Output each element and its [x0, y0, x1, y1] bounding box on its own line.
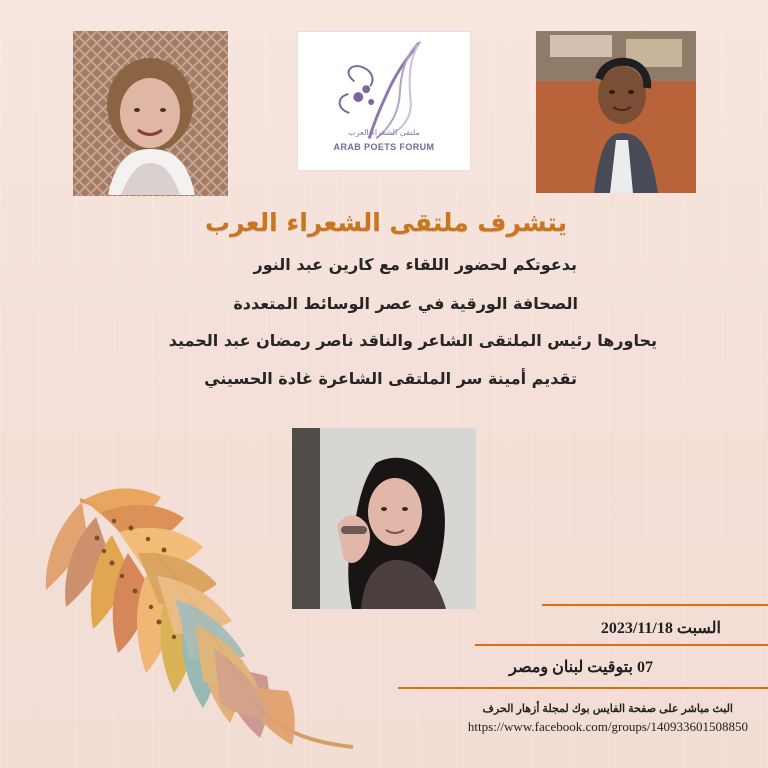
headline: يتشرف ملتقى الشعراء العرب	[204, 208, 568, 237]
divider-top	[542, 604, 768, 606]
host-photo	[536, 31, 696, 193]
divider-bottom	[398, 687, 768, 689]
divider-middle	[475, 644, 768, 646]
broadcast-text: البث مباشر على صفحة الفايس بوك لمجلة أزهار الحرف	[482, 703, 733, 715]
event-date: السبت 2023/11/18	[600, 620, 721, 637]
logo-title: ARAB POETS FORUM	[333, 142, 435, 152]
invitation-line-3: يحاورها رئيس الملتقى الشاعر والناقد ناصر رمضان عبد الحميد	[168, 331, 657, 350]
feather-illustration	[10, 455, 360, 765]
facebook-url[interactable]: https://www.facebook.com/groups/140933601508850	[467, 719, 748, 734]
event-time: 07 بتوقيت لبنان ومصر	[509, 659, 653, 676]
forum-logo	[297, 31, 471, 171]
invitation-line-2: الصحافة الورقية في عصر الوسائط المتعددة	[233, 294, 578, 313]
guest-photo	[73, 31, 228, 196]
invitation-line-4: تقديم أمينة سر الملتقى الشاعرة غادة الحسيني	[204, 369, 577, 388]
invitation-line-1: بدعوتكم لحضور اللقاء مع كارين عبد النور	[253, 255, 577, 274]
logo-arabic-text: ملتقى الشعراء العرب	[348, 128, 420, 137]
